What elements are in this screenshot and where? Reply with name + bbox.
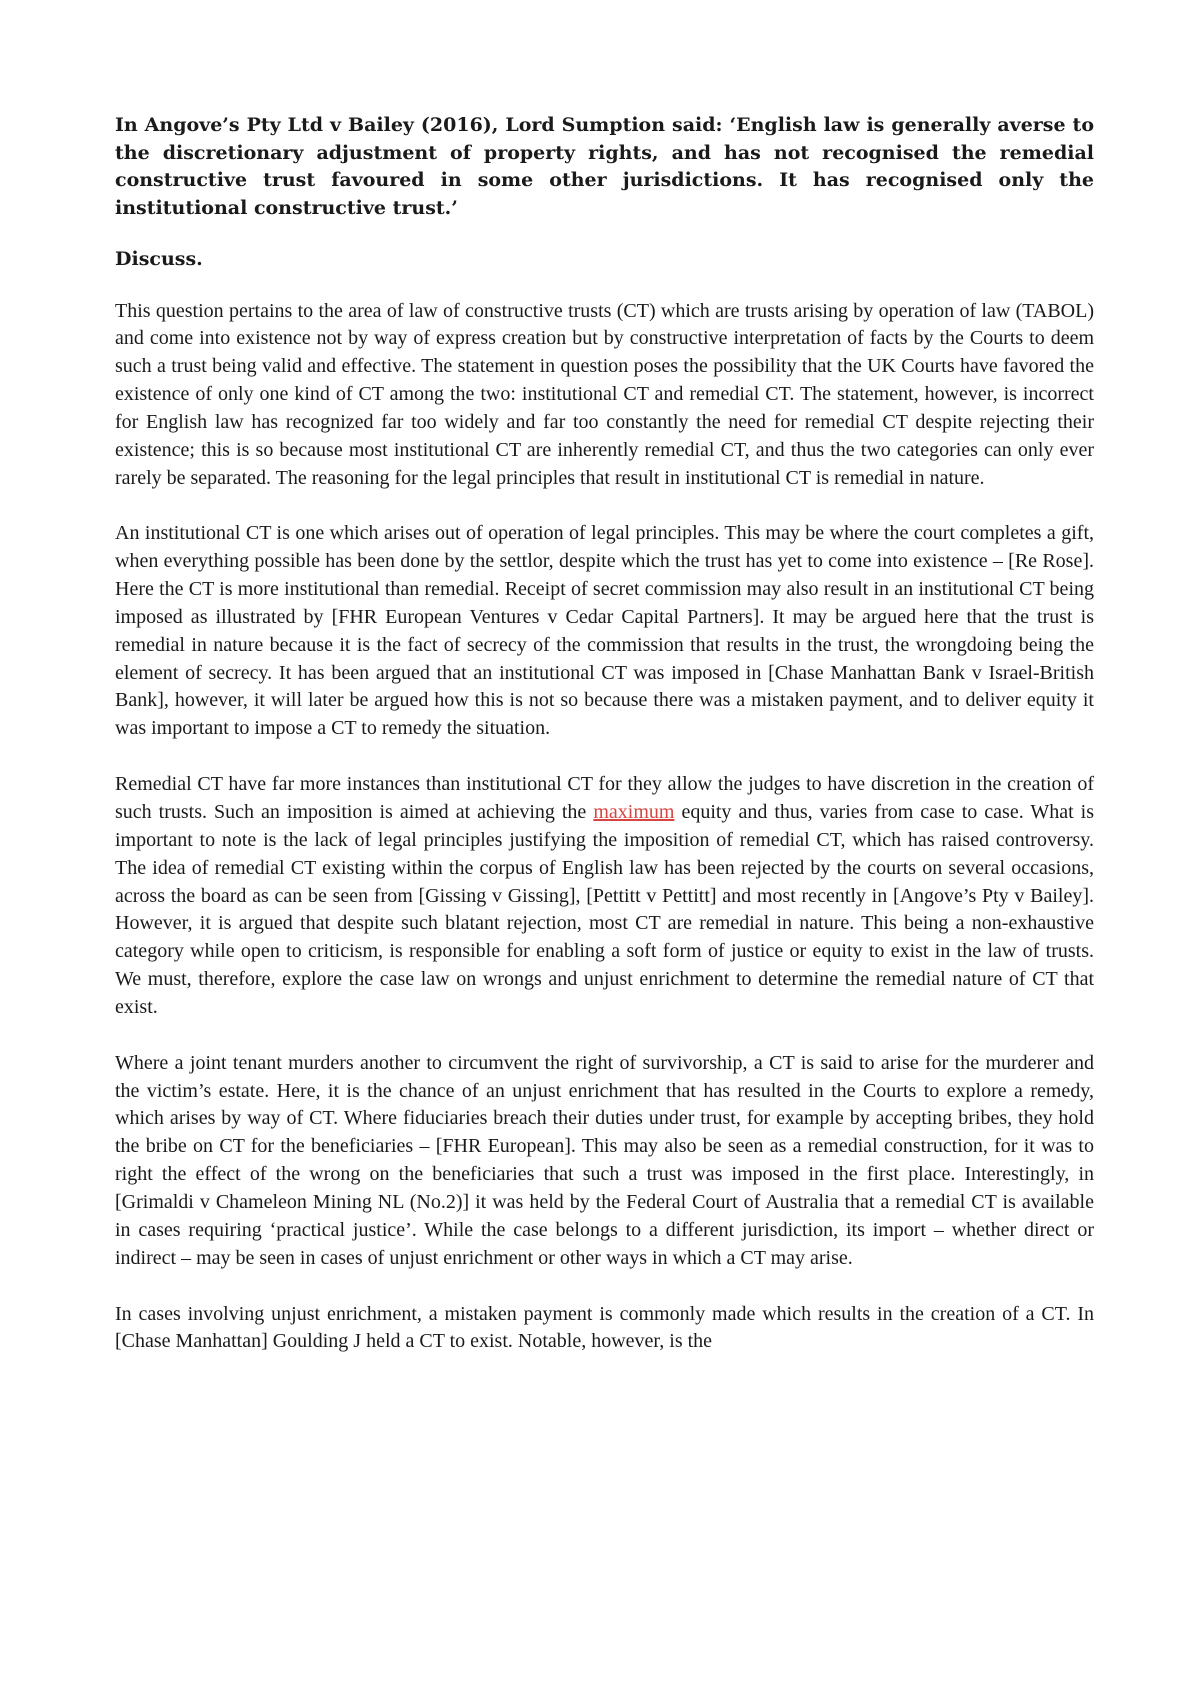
paragraph-unjust-enrichment: In cases involving unjust enrichment, a mistaken payment is commonly made which results in the creation of a CT. In [Chase Manhattan] Goulding J held a CT to exist. Notable, however, is the xyxy=(115,1302,1094,1353)
discuss-instruction: Discuss. xyxy=(115,248,203,270)
spellcheck-flagged-word[interactable]: maximum xyxy=(593,801,675,823)
document-body xyxy=(115,112,1094,1384)
paragraph-remedial-ct xyxy=(115,771,1094,1022)
paragraph-remedial-ct-part2: equity and thus, varies from case to case. What is important to note is the lack of legal principles justifying the imposition of remedial CT, which has raised controversy. The idea of remedial CT existing within the corpus of English law has been rejected by the courts on several occasions, across the board as can be seen from [Gissing v Gissing], [Pettitt v Pettitt] and most recently in [Angove’s Pty v Bailey]. However, it is argued that despite such blatant rejection, most CT are remedial in nature. This being a non-exhaustive category while open to criticism, is responsible for enabling a soft form of justice or equity to exist in the law of trusts. We must, therefore, explore the case law on wrongs and unjust enrichment to determine the remedial nature of CT that exist. xyxy=(115,801,1095,1018)
paragraph-wrongs: Where a joint tenant murders another to circumvent the right of survivorship, a CT is said to arise for the murderer and the victim’s estate. Here, it is the chance of an unjust enrichment that has resulted in the Courts to explore a remedy, which arises by way of CT. Where fiduciaries breach their duties under trust, for example by accepting bribes, they hold the bribe on CT for the beneficiaries – [FHR European]. This may also be seen as a remedial construction, for it was to right the effect of the wrong on the beneficiaries that such a trust was imposed in the first place. Interestingly, in [Grimaldi v Chameleon Mining NL (No.2)] it was held by the Federal Court of Australia that a remedial CT is available in cases requiring ‘practical justice’. While the case belongs to a different jurisdiction, its import – whether direct or indirect – may be seen in cases of unjust enrichment or other ways in which a CT may arise. xyxy=(115,1051,1094,1269)
paragraph-remedial-ct-part1: Remedial CT have far more instances than institutional CT for they allow the judges to have discretion in the creation of such trusts. Such an imposition is aimed at achieving the xyxy=(115,773,1094,823)
paragraph-institutional-ct: An institutional CT is one which arises out of operation of legal principles. This may be where the court completes a gift, when everything possible has been done by the settlor, despite which the trust has yet to come into existence – [Re Rose]. Here the CT is more institutional than remedial. Receipt of secret commission may also result in an institutional CT being imposed as illustrated by [FHR European Ventures v Cedar Capital Partners]. It may be argued here that the trust is remedial in nature because it is the fact of secrecy of the commission that results in the trust, the wrongdoing being the element of secrecy. It has been argued that an institutional CT was imposed in [Chase Manhattan Bank v Israel-British Bank], however, it will later be argued how this is not so because there was a mistaken payment, and to deliver equity it was important to impose a CT to remedy the situation. xyxy=(115,522,1094,740)
paragraph-introduction: This question pertains to the area of law of constructive trusts (CT) which are trusts arising by operation of law (TABOL) and come into existence not by way of express creation but by constructive interpretation of facts by the Courts to deem such a trust being valid and effective. The statement in question poses the possibility that the UK Courts have favored the existence of only one kind of CT among the two: institutional CT and remedial CT. The statement, however, is incorrect for English law has recognized far too widely and far too constantly the need for remedial CT despite rejecting their existence; this is so because most institutional CT are inherently remedial CT, and thus the two categories can only ever rarely be separated. The reasoning for the legal principles that result in institutional CT is remedial in nature. xyxy=(115,299,1094,489)
essay-question: In Angove’s Pty Ltd v Bailey (2016), Lord Sumption said: ‘English law is generally averse to the discretionary adjustment of property rights, and has not recognised the remedial constructive trust favoured in some other jurisdictions. It has recognised only the institutional constructive trust.’ xyxy=(115,114,1094,219)
